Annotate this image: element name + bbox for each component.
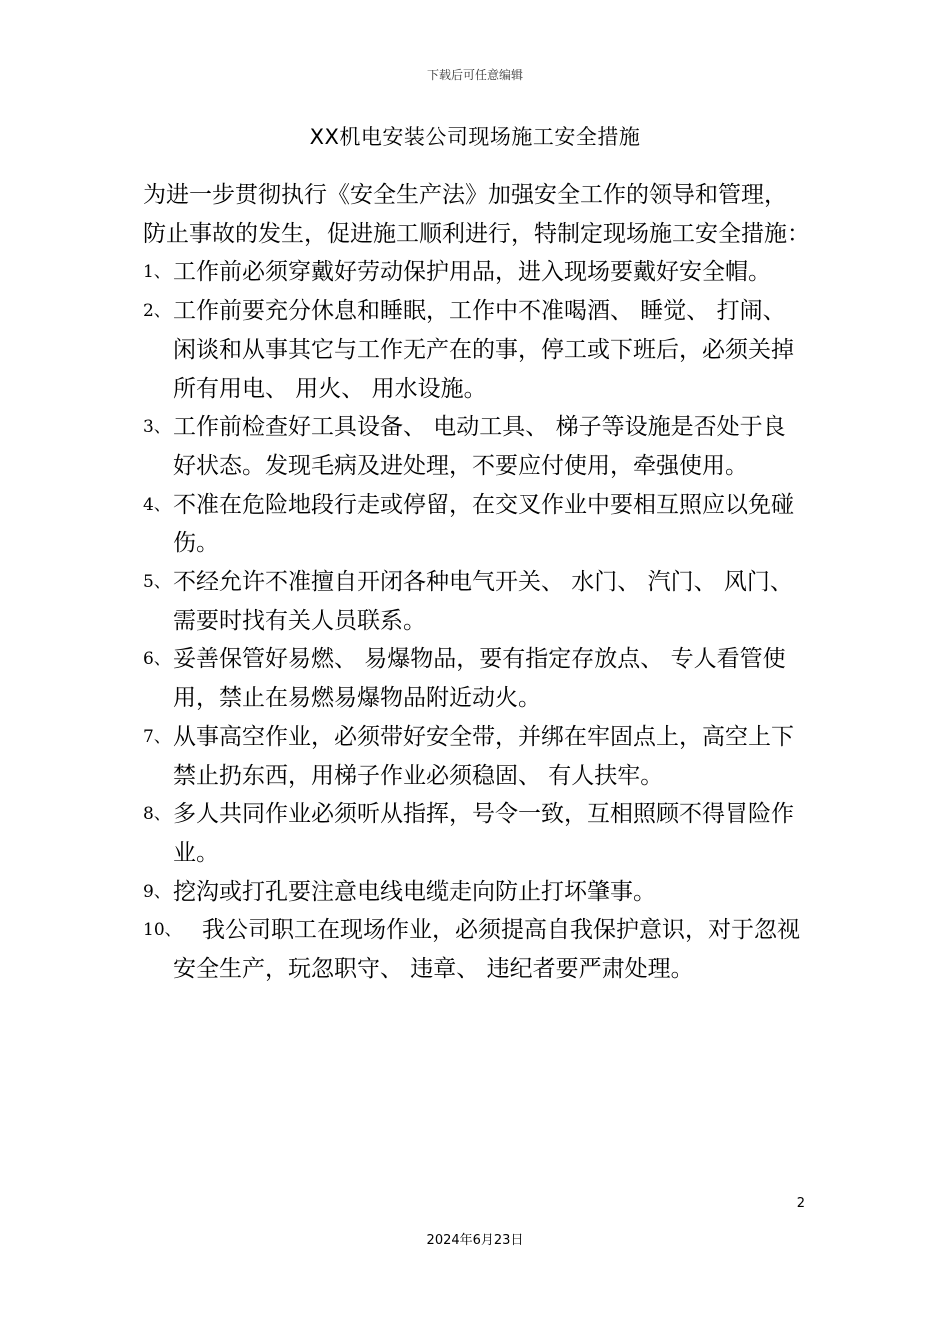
item-line: 我公司职工在现场作业，必须提高自我保护意识，对于忽视 <box>202 917 800 944</box>
item-number: 4、 <box>143 494 171 515</box>
item-line: 伤。 <box>173 530 219 557</box>
item-line: 好状态。发现毛病及进处理，不要应付使用，牵强使用。 <box>173 452 748 479</box>
list-item <box>143 911 823 988</box>
item-line: 需要时找有关人员联系。 <box>173 607 426 634</box>
list-item <box>143 795 823 872</box>
list-item <box>143 718 823 795</box>
item-line: 挖沟或打孔要注意电线电缆走向防止打坏肇事。 <box>173 878 656 905</box>
list-item <box>143 563 823 640</box>
item-number: 1、 <box>143 262 171 283</box>
item-number: 7、 <box>143 726 171 747</box>
item-line: 不准在危险地段行走或停留，在交叉作业中要相互照应以免碰 <box>173 491 794 518</box>
item-number: 6、 <box>143 649 171 670</box>
item-line: 用，禁止在易燃易爆物品附近动火。 <box>173 685 541 712</box>
item-number: 8、 <box>143 804 171 825</box>
item-line: 所有用电、 用火、 用水设施。 <box>173 375 487 402</box>
item-line: 妥善保管好易燃、 易爆物品，要有指定存放点、 专人看管使 <box>173 646 786 673</box>
document-title: XX机电安装公司现场施工安全措施 <box>309 125 641 149</box>
header-note: 下载后可任意编辑 <box>426 68 523 82</box>
page-number: 2 <box>796 1196 805 1211</box>
item-line: 闲谈和从事其它与工作无产在的事，停工或下班后，必须关掉 <box>173 336 794 363</box>
item-line: 从事高空作业，必须带好安全带，并绑在牢固点上，高空上下 <box>173 723 794 750</box>
item-line: 不经允许不准擅自开闭各种电气开关、 水门、 汽门、 风门、 <box>173 569 793 596</box>
item-line: 安全生产，玩忽职守、 违章、 违纪者要严肃处理。 <box>173 956 694 983</box>
item-number: 9、 <box>143 881 171 902</box>
list-item <box>143 873 823 912</box>
intro-line: 为进一步贯彻执行《安全生产法》加强安全工作的领导和管理， <box>143 182 787 208</box>
item-line: 工作前必须穿戴好劳动保护用品，进入现场要戴好安全帽。 <box>173 259 771 286</box>
list-item <box>143 253 823 292</box>
intro-paragraph <box>143 176 823 253</box>
item-number: 5、 <box>143 572 171 593</box>
item-number: 10、 <box>143 920 182 941</box>
item-line: 多人共同作业必须听从指挥，号令一致，互相照顾不得冒险作 <box>173 801 794 828</box>
item-number: 2、 <box>143 301 171 322</box>
list-item <box>143 408 823 485</box>
document-body <box>143 176 823 989</box>
list-item <box>143 486 823 563</box>
item-line: 工作前要充分休息和睡眠，工作中不准喝酒、 睡觉、 打闹、 <box>173 298 786 325</box>
list-item <box>143 292 823 408</box>
item-line: 禁止扔东西，用梯子作业必须稳固、 有人扶牢。 <box>173 762 664 789</box>
footer-date: 2024年6月23日 <box>426 1233 524 1248</box>
item-line: 业。 <box>173 839 219 866</box>
item-number: 3、 <box>143 417 171 438</box>
item-line: 工作前检查好工具设备、 电动工具、 梯子等设施是否处于良 <box>173 414 786 441</box>
intro-line: 防止事故的发生，促进施工顺利进行，特制定现场施工安全措施： <box>143 220 810 247</box>
list-item <box>143 640 823 717</box>
